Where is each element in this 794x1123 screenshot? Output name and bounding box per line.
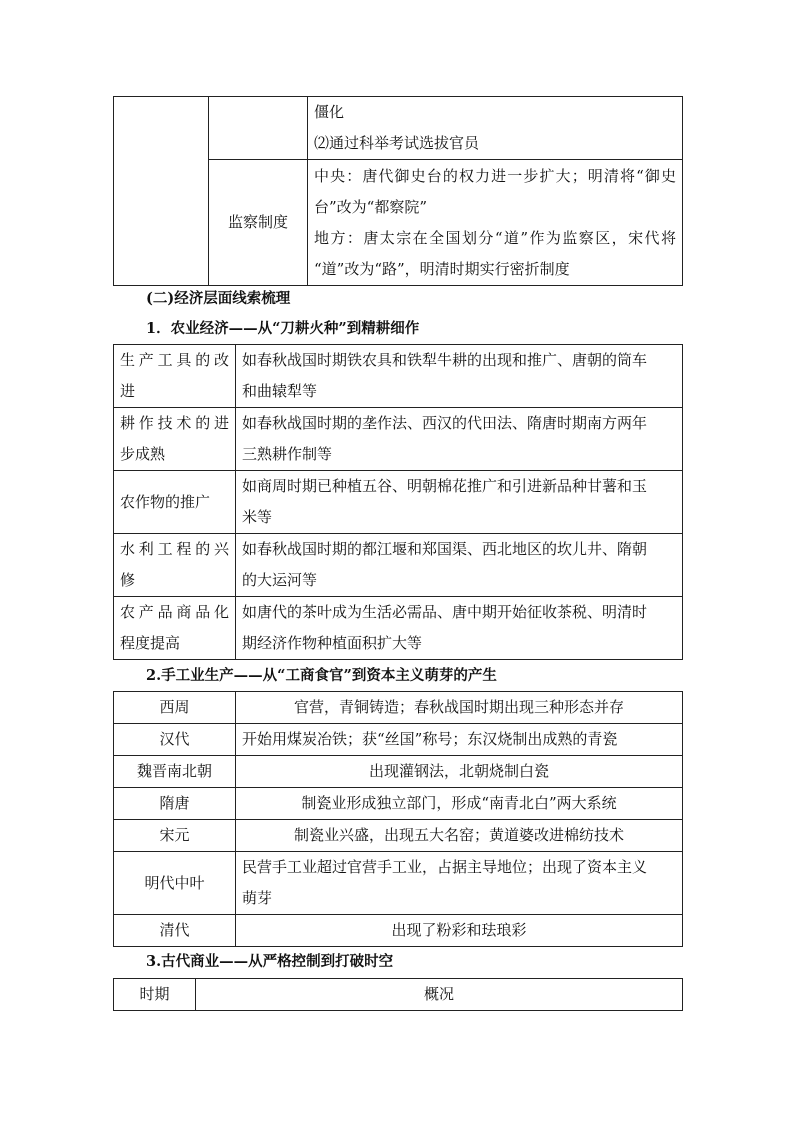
commerce-table — [113, 978, 683, 1011]
label-cell — [114, 408, 236, 471]
period-cell: 明代中叶 — [114, 852, 236, 915]
table-row — [114, 852, 683, 915]
content-cell: 制瓷业形成独立部门，形成“南青北白”两大系统 — [236, 788, 683, 820]
period-cell: 魏晋南北朝 — [114, 756, 236, 788]
content-cell: 官营，青铜铸造；春秋战国时期出现三种形态并存 — [236, 692, 683, 724]
cell-text: 水利工程的兴 — [120, 540, 229, 558]
cell-text: 台”改为“都察院” — [314, 197, 428, 216]
table-row — [114, 724, 683, 756]
label-cell — [114, 345, 236, 408]
header-cell: 概况 — [196, 979, 683, 1011]
cell-text: 如春秋战国时期的都江堰和郑国渠、西北地区的坎儿井、隋朝 — [242, 540, 648, 558]
agriculture-table — [113, 344, 683, 660]
subsection-heading: 2.手工业生产——从“工商食官”到资本主义萌芽的产生 — [146, 667, 497, 684]
content-cell — [236, 345, 683, 408]
cell-text: 萌芽 — [242, 889, 273, 907]
table-row — [114, 820, 683, 852]
period-cell: 汉代 — [114, 724, 236, 756]
cell-text: 农产品商品化 — [120, 603, 229, 621]
table-row — [114, 97, 683, 160]
cell-text: 修 — [120, 571, 136, 589]
cell-text: 如春秋战国时期铁农具和铁犁牛耕的出现和推广、唐朝的筒车 — [242, 351, 648, 369]
content-cell: 出现灌钢法，北朝烧制白瓷 — [236, 756, 683, 788]
label-cell — [114, 471, 236, 534]
content-cell: 出现了粉彩和珐琅彩 — [236, 915, 683, 947]
cell-text: 耕作技术的进 — [120, 414, 229, 432]
label-cell — [114, 597, 236, 660]
cell-text: 期经济作物种植面积扩大等 — [242, 634, 423, 652]
table-row — [114, 756, 683, 788]
merged-cell — [114, 97, 209, 286]
period-cell: 隋唐 — [114, 788, 236, 820]
cell-text: 步成熟 — [120, 445, 166, 463]
cell-text: 生产工具的改 — [120, 351, 229, 369]
cell-text: 中央：唐代御史台的权力进一步扩大；明清将“御史 — [314, 166, 676, 185]
label-cell — [209, 97, 308, 160]
content-cell — [236, 471, 683, 534]
politics-table — [113, 96, 683, 286]
period-cell: 宋元 — [114, 820, 236, 852]
section-heading: (二)经济层面线索梳理 — [146, 290, 291, 307]
cell-text: 程度提高 — [120, 634, 181, 652]
table-row — [114, 408, 683, 471]
cell-text: “道”改为“路”，明清时期实行密折制度 — [314, 259, 570, 278]
subsection-heading: 1．农业经济——从“刀耕火种”到精耕细作 — [146, 320, 420, 337]
table-row — [114, 915, 683, 947]
cell-text: 农作物的推广 — [120, 492, 211, 511]
cell-text: 地方：唐太宗在全国划分“道”作为监察区，宋代将 — [314, 228, 676, 247]
table-row — [114, 534, 683, 597]
cell-text: ⑵通过科举考试选拔官员 — [314, 134, 480, 152]
cell-text: 三熟耕作制等 — [242, 445, 333, 463]
period-cell: 西周 — [114, 692, 236, 724]
content-cell — [236, 597, 683, 660]
handicraft-table — [113, 691, 683, 947]
content-cell: 开始用煤炭冶铁；获“丝国”称号；东汉烧制出成熟的青瓷 — [236, 724, 683, 756]
table-header-row — [114, 979, 683, 1011]
cell-text: 如唐代的茶叶成为生活必需品、唐中期开始征收茶税、明清时 — [242, 603, 648, 621]
content-cell — [236, 852, 683, 915]
label-cell: 监察制度 — [209, 160, 308, 286]
content-cell — [236, 534, 683, 597]
period-cell: 清代 — [114, 915, 236, 947]
cell-text: 进 — [120, 382, 136, 400]
cell-text: 如商周时期已种植五谷、明朝棉花推广和引进新品种甘薯和玉 — [242, 477, 648, 495]
cell-text: 僵化 — [314, 103, 345, 121]
cell-text: 和曲辕犁等 — [242, 382, 318, 400]
table-row — [114, 692, 683, 724]
table-row — [114, 597, 683, 660]
table-row — [114, 471, 683, 534]
header-cell: 时期 — [114, 979, 196, 1011]
cell-text: 的大运河等 — [242, 571, 318, 589]
cell-text: 民营手工业超过官营手工业，占据主导地位；出现了资本主义 — [242, 858, 648, 876]
cell-text: 米等 — [242, 508, 273, 526]
label-cell — [114, 534, 236, 597]
cell-text: 如春秋战国时期的垄作法、西汉的代田法、隋唐时期南方两年 — [242, 414, 648, 432]
table-row — [114, 788, 683, 820]
table-row — [114, 345, 683, 408]
subsection-heading: 3.古代商业——从严格控制到打破时空 — [146, 953, 394, 970]
content-cell — [308, 160, 683, 286]
content-cell — [236, 408, 683, 471]
content-cell — [308, 97, 683, 160]
content-cell: 制瓷业兴盛，出现五大名窑；黄道婆改进棉纺技术 — [236, 820, 683, 852]
